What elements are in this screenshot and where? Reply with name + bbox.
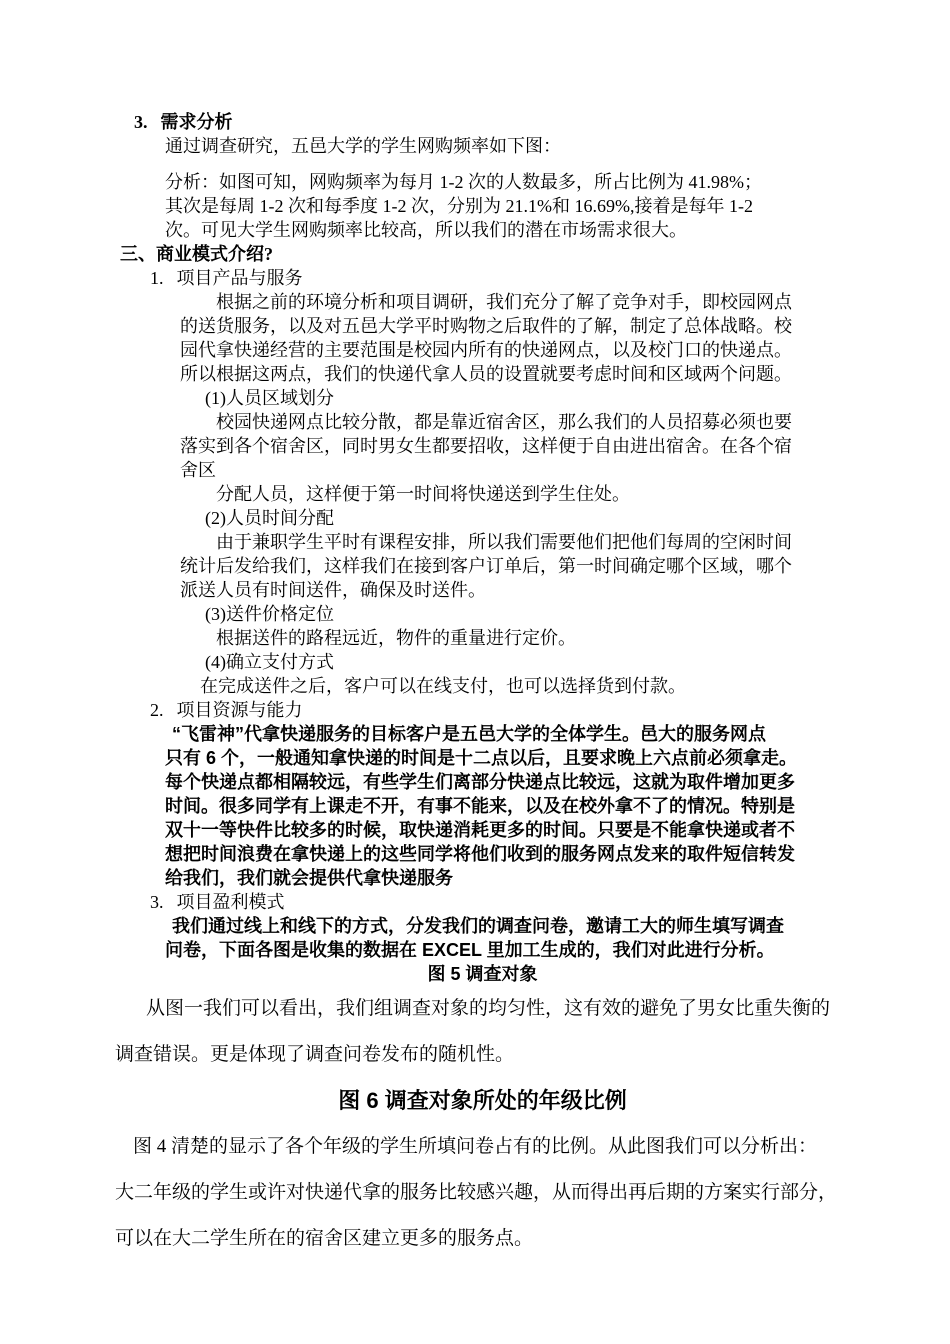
- list-item-number: 3.: [150, 892, 164, 912]
- text-line: 分配人员，这样便于第一时间将快递送到学生住处。: [216, 484, 630, 504]
- list-item-label: 项目资源与能力: [176, 700, 303, 720]
- text-line: 校园快递网点比较分散，都是靠近宿舍区，那么我们的人员招募必须也要: [216, 412, 792, 432]
- text-line: 可以在大二学生所在的宿舍区建立更多的服务点。: [115, 1228, 534, 1249]
- list-item-number: 2.: [150, 700, 164, 720]
- analysis-line: 次。可见大学生网购频率比较高，所以我们的潜在市场需求很大。: [165, 220, 687, 240]
- figure6-commentary-paragraph: [115, 1124, 850, 1262]
- subheading-price-positioning: (3)送件价格定位: [205, 604, 334, 624]
- time-allocation-paragraph: [115, 530, 850, 602]
- text-line: 只有 6 个，一般通知拿快递的时间是十二点以后，且要求晚上六点前必须拿走。: [165, 748, 798, 768]
- text-line: 从图一我们可以看出，我们组调查对象的均匀性，这有效的避免了男女比重失衡的: [146, 998, 831, 1019]
- analysis-line: 分析：如图可知，网购频率为每月 1-2 次的人数最多，所占比例为 41.98%；: [165, 172, 762, 192]
- text-line: 给我们，我们就会提供代拿快递服务: [165, 868, 453, 888]
- list-item-profit-model: [150, 890, 850, 914]
- text-line: 调查错误。更是体现了调查问卷发布的随机性。: [115, 1044, 515, 1065]
- text-line: 的送货服务，以及对五邑大学平时购物之后取件的了解，制定了总体战略。校: [180, 316, 792, 336]
- text-line: 大二年级的学生或许对快递代拿的服务比较感兴趣，从而得出再后期的方案实行部分，: [115, 1182, 838, 1203]
- business-model-section-title: 三、商业模式介绍?: [120, 244, 273, 264]
- text-line: 由于兼职学生平时有课程安排，所以我们需要他们把他们每周的空闲时间: [216, 532, 792, 552]
- analysis-line: 其次是每周 1-2 次和每季度 1-2 次，分别为 21.1%和 16.69%,接着是每年 1-2: [165, 196, 753, 216]
- text-line: 图 4 清楚的显示了各个年级的学生所填问卷占有的比例。从此图我们可以分析出：: [133, 1136, 818, 1157]
- text-line: 问卷，下面各图是收集的数据在 EXCEL 里加工生成的，我们对此进行分析。: [165, 940, 775, 960]
- figure5-caption: 图 5 调查对象: [427, 964, 538, 984]
- text-line: 根据之前的环境分析和项目调研，我们充分了解了竞争对手，即校园网点: [216, 292, 792, 312]
- text-line: 我们通过线上和线下的方式，分发我们的调查问卷，邀请工大的师生填写调查: [172, 916, 784, 936]
- text-line: 统计后发给我们，这样我们在接到客户订单后，第一时间确定哪个区域，哪个: [180, 556, 792, 576]
- section3-heading-text: 需求分析: [160, 112, 233, 132]
- subheading-time-allocation: (2)人员时间分配: [205, 508, 334, 528]
- region-division-paragraph: [115, 410, 850, 506]
- text-line: 派送人员有时间送件，确保及时送件。: [180, 580, 486, 600]
- section3-heading-number: 3.: [134, 112, 148, 132]
- figure6-caption: 图 6 调查对象所处的年级比例: [338, 1088, 627, 1113]
- profit-model-paragraph: [115, 914, 850, 962]
- product-service-paragraph: [115, 290, 850, 386]
- analysis-paragraph: [115, 170, 850, 242]
- text-line: 想把时间浪费在拿快递上的这些同学将他们收到的服务网点发来的取件短信转发: [165, 844, 795, 864]
- list-item-number: 1.: [150, 268, 164, 288]
- price-positioning-paragraph: 根据送件的路程远近，物件的重量进行定价。: [216, 628, 576, 648]
- text-line: 双十一等快件比较多的时候，取快递消耗更多的时间。只要是不能拿快递或者不: [165, 820, 795, 840]
- text-line: 所以根据这两点，我们的快递代拿人员的设置就要考虑时间和区域两个问题。: [180, 364, 792, 384]
- subheading-region-division: (1)人员区域划分: [205, 388, 334, 408]
- payment-method-paragraph: 在完成送件之后，客户可以在线支付，也可以选择货到付款。: [200, 676, 686, 696]
- list-item-label: 项目盈利模式: [176, 892, 285, 912]
- list-item-product-service: [150, 266, 850, 290]
- text-line: 园代拿快递经营的主要范围是校园内所有的快递网点，以及校门口的快递点。: [180, 340, 792, 360]
- figure5-commentary-paragraph: [115, 986, 850, 1078]
- resources-ability-paragraph: [115, 722, 850, 890]
- text-line: 每个快递点都相隔较远，有些学生们离部分快递点比较远，这就为取件增加更多: [165, 772, 795, 792]
- text-line: 舍区: [180, 460, 216, 480]
- text-line: 时间。很多同学有上课走不开，有事不能来，以及在校外拿不了的情况。特别是: [165, 796, 795, 816]
- section3-heading: [134, 110, 850, 134]
- list-item-label: 项目产品与服务: [176, 268, 303, 288]
- list-item-resources-ability: [150, 698, 850, 722]
- text-line: 落实到各个宿舍区，同时男女生都要招收，这样便于自由进出宿舍。在各个宿: [180, 436, 792, 456]
- section3-intro: 通过调查研究，五邑大学的学生网购频率如下图：: [165, 136, 561, 156]
- text-line: “飞雷神”代拿快递服务的目标客户是五邑大学的全体学生。邑大的服务网点: [172, 724, 766, 744]
- subheading-payment-method: (4)确立支付方式: [205, 652, 334, 672]
